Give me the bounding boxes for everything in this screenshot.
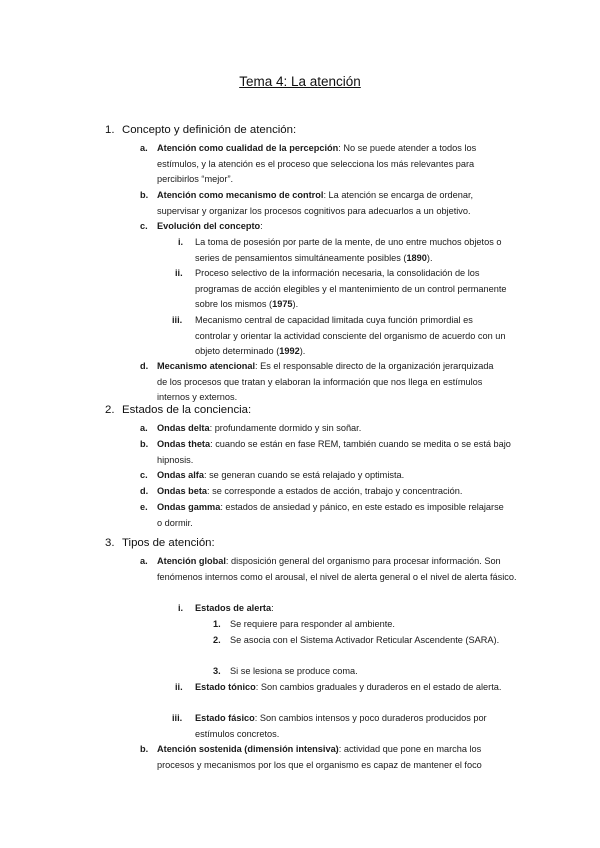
list-item: iii. Mecanismo central de capacidad limitada cuya función primordial es controlar y orientar la actividad consciente del organismo de acuerdo con un objeto determinado (1992).	[172, 315, 506, 357]
list-item: ii. Proceso selectivo de la información necesaria, la consolidación de los programas de acción elegibles y el mantenimiento de un control permanente sobre los mismos (1975).	[175, 268, 507, 310]
list-item: e. Ondas gamma: estados de ansiedad y pánico, en este estado es imposible relajarse o dormir.	[140, 502, 504, 528]
list-item: b. Ondas theta: cuando se están en fase REM, también cuando se medita o se está bajo hipnosis.	[140, 439, 511, 465]
list-item: 3. Si se lesiona se produce coma.	[213, 666, 358, 676]
list-item: a. Atención como cualidad de la percepción: No se puede atender a todos los estímulos, y la atención es el proceso que selecciona los más relevantes para percibirlos “mejor”.	[140, 143, 477, 185]
section-3-heading: 3. Tipos de atención:	[105, 537, 215, 549]
list-item: 2. Se asocia con el Sistema Activador Reticular Ascendente (SARA).	[213, 635, 500, 645]
section-2-heading: 2. Estados de la conciencia:	[105, 404, 252, 416]
list-item: a. Atención global: disposición general del organismo para procesar información. Son fenómenos internos como el arousal, el nivel de alerta general o el nivel de alerta fásico.	[140, 556, 517, 582]
list-item: i. Estados de alerta:	[178, 603, 274, 613]
list-item: i. La toma de posesión por parte de la mente, de uno entre muchos objetos o series de pensamientos simultáneamente posibles (1890).	[178, 237, 502, 263]
list-item: iii. Estado fásico: Son cambios intensos y poco duraderos producidos por estímulos concretos.	[172, 713, 487, 739]
page-title: Tema 4: La atención	[239, 74, 361, 89]
list-item: d. Ondas beta: se corresponde a estados de acción, trabajo y concentración.	[140, 486, 463, 496]
list-item: 1. Se requiere para responder al ambiente.	[213, 619, 395, 629]
list-item: ii. Estado tónico: Son cambios graduales y duraderos en el estado de alerta.	[175, 682, 502, 692]
list-item: b. Atención como mecanismo de control: La atención se encarga de ordenar, supervisar y organizar los procesos cognitivos para adecuarlos a un objetivo.	[140, 190, 474, 216]
section-1-heading: 1. Concepto y definición de atención:	[105, 124, 297, 136]
list-item: d. Mecanismo atencional: Es el responsable directo de la organización jerarquizada de los procesos que tratan y elaboran la información que nos llega en estímulos internos y externos.	[140, 361, 494, 403]
list-item: c. Ondas alfa: se generan cuando se está relajado y optimista.	[140, 470, 405, 480]
list-item: b. Atención sostenida (dimensión intensiva): actividad que pone en marcha los procesos y mecanismos por los que el organismo es capaz de mantener el foco	[140, 744, 482, 770]
list-item: c. Evolución del concepto:	[140, 221, 263, 231]
list-item: a. Ondas delta: profundamente dormido y sin soñar.	[140, 423, 362, 433]
